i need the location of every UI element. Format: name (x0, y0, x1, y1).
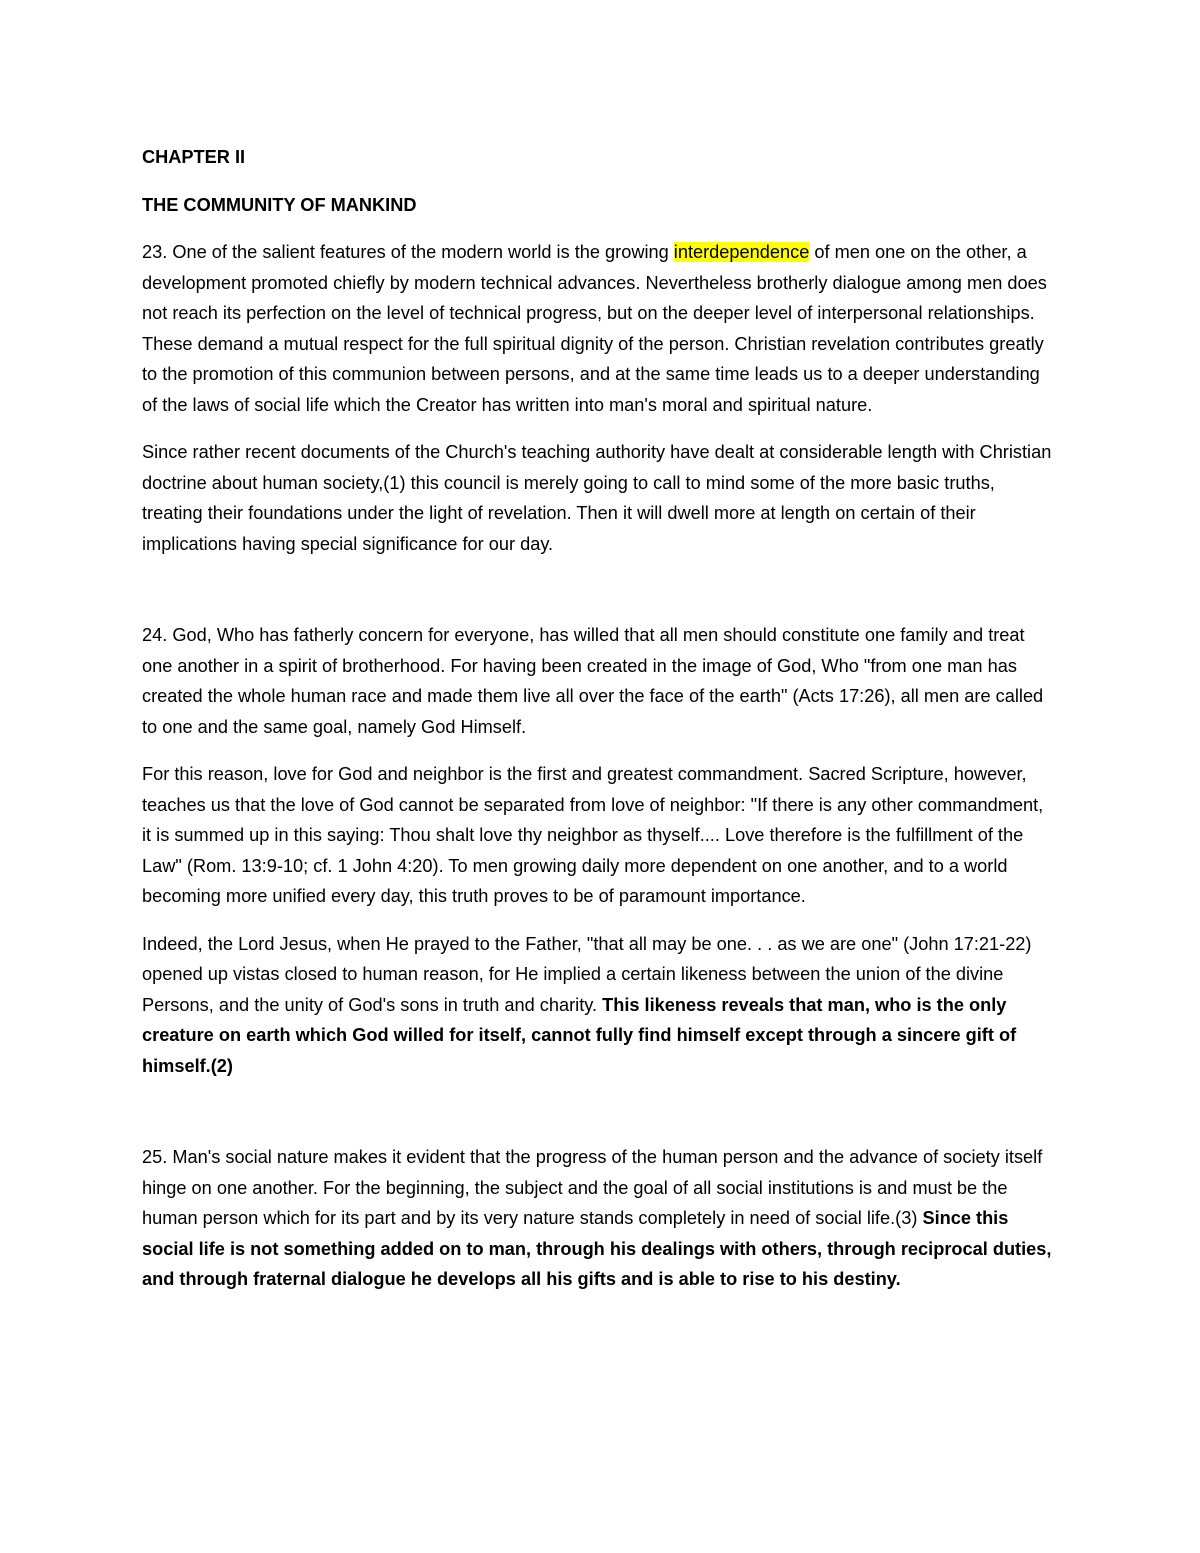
paragraph-text: Indeed, the Lord Jesus, when He prayed to the Father, "that all may be one. . . as we are one" (John 17:21-22) opened up vistas closed to human reason, for He implied a certain likeness between the union of the divine Persons, and the unity of God's sons in truth and charity. (142, 933, 1032, 1015)
document-page (142, 142, 1057, 1312)
paragraph-text: One of the salient features of the modern world is the growing (167, 242, 674, 262)
paragraph-number: 24. (142, 625, 168, 645)
paragraph-text: Man's social nature makes it evident that the progress of the human person and the advance of society itself hinge on one another. For the beginning, the subject and the goal of all social institutions is and must be the human person which for its part and by its very nature stands completely in need of social life.(3) (142, 1147, 1043, 1228)
paragraph-text: God, Who has fatherly concern for everyone, has willed that all men should constitute one family and treat one another in a spirit of brotherhood. For having been created in the image of God, Who "from one man has created the whole human race and made them live all over the face of the earth" (Acts 17:26), all men are called to one and the same goal, namely God Himself. (142, 625, 1044, 737)
paragraph-24 (142, 620, 1057, 742)
highlighted-word: interdependence (673, 242, 810, 262)
paragraph-number: 25. (142, 1147, 168, 1167)
chapter-title: THE COMMUNITY OF MANKIND (142, 194, 417, 215)
bold-passage: This likeness reveals that man, who is the only creature on earth which God willed for itself, cannot fully find himself except through a sincere gift of himself.(2) (142, 994, 1017, 1076)
paragraph-24-continued: For this reason, love for God and neighbor is the first and greatest commandment. Sacred Scripture, however, teaches us that the love of God cannot be separated from love of neighbor: "If there is any other commandment, it is summed up in this saying: Thou shalt love thy neighbor as thyself.... Love therefore is the fulfillment of the Law" (Rom. 13:9-10; cf. 1 John 4:20). To men growing daily more dependent on one another, and to a world becoming more unified every day, this truth proves to be of paramount importance. (142, 764, 1044, 906)
paragraph-24-final (142, 929, 1057, 1082)
paragraph-23 (142, 237, 1057, 420)
chapter-heading: CHAPTER II (142, 147, 246, 167)
paragraph-23-continued: Since rather recent documents of the Church's teaching authority have dealt at considerable length with Christian doctrine about human society,(1) this council is merely going to call to mind some of the more basic truths, treating their foundations under the light of revelation. Then it will dwell more at length on certain of their implications having special significance for our day. (142, 442, 1052, 554)
section-gap (142, 576, 1057, 620)
paragraph-text: of men one on the other, a development promoted chiefly by modern technical advances. Nevertheless brotherly dialogue among men does not reach its perfection on the level of technical progress, but on the deeper level of interpersonal relationships. These demand a mutual respect for the full spiritual dignity of the person. Christian revelation contributes greatly to the promotion of this communion between persons, and at the same time leads us to a deeper understanding of the laws of social life which the Creator has written into man's moral and spiritual nature. (142, 242, 1047, 415)
paragraph-number: 23. (142, 242, 168, 262)
section-gap (142, 1098, 1057, 1142)
bold-passage: Since this social life is not something added on to man, through his dealings with others, through reciprocal duties, and through fraternal dialogue he develops all his gifts and is able to rise to his destiny. (142, 1208, 1052, 1289)
paragraph-25 (142, 1142, 1057, 1295)
